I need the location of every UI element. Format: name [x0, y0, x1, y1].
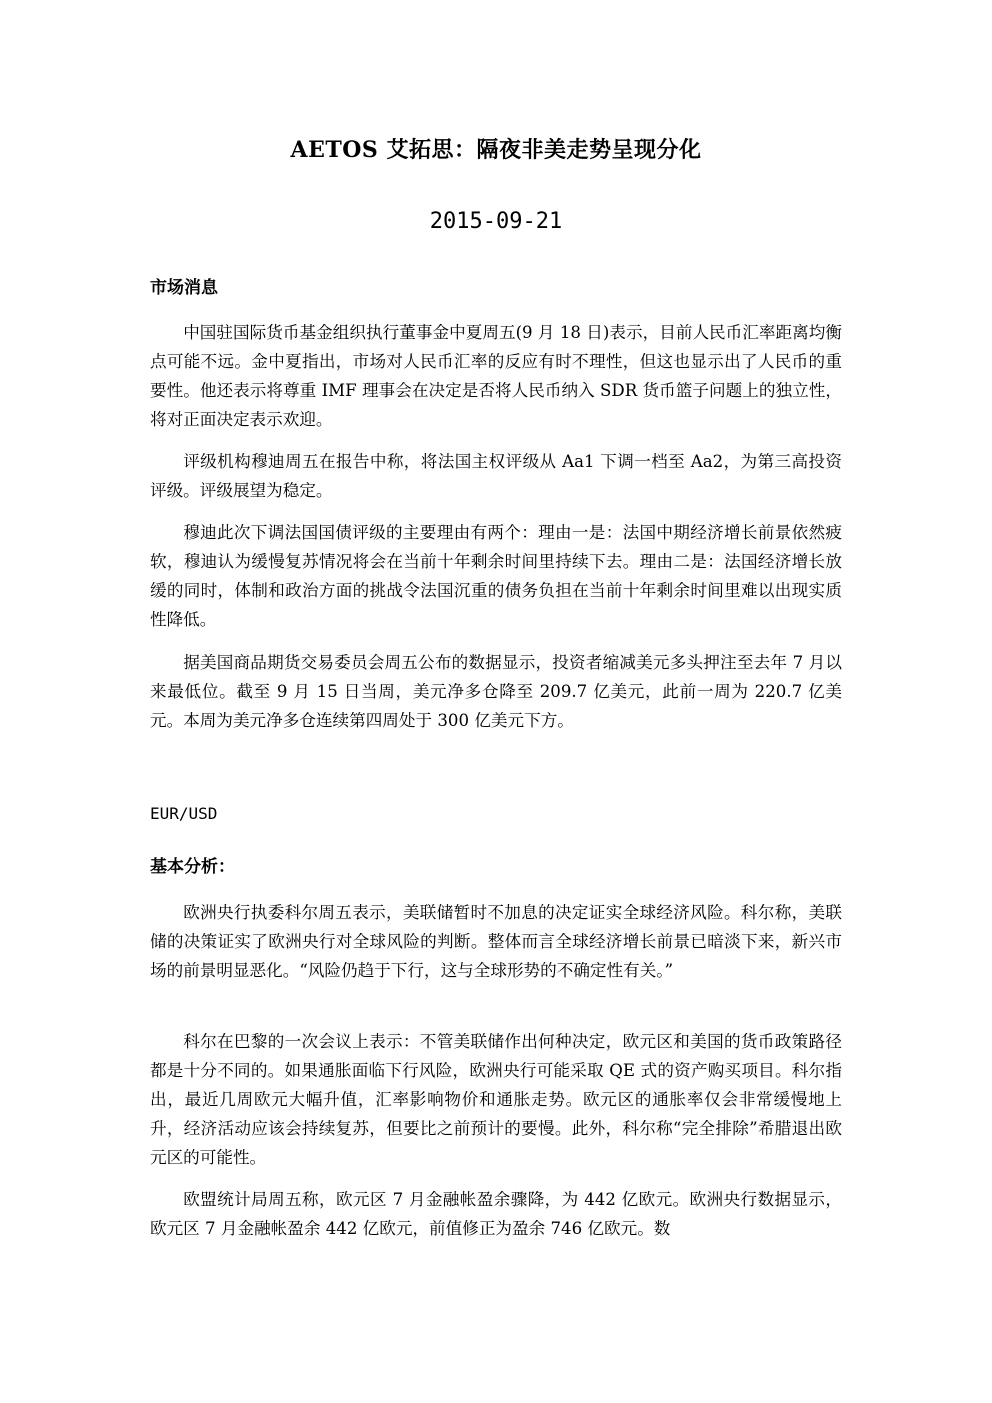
- eurusd-paragraph-2: 科尔在巴黎的一次会议上表示：不管美联储作出何种决定，欧元区和美国的货币政策路径都是十分不同的。如果通胀面临下行风险，欧洲央行可能采取 QE 式的资产购买项目。科尔指出，最近几周欧元大幅升值，汇率影响物价和通胀走势。欧元区的通胀率仅会非常缓慢地上升，经济活动应该会持续复苏，但要比之前预计的要慢。此外，科尔称“完全排除”希腊退出欧元区的可能性。: [150, 1032, 842, 1167]
- document-date: 2015-09-21: [429, 209, 563, 234]
- market-news-paragraph-4: 据美国商品期货交易委员会周五公布的数据显示，投资者缩减美元多头押注至去年 7 月以来最低位。截至 9 月 15 日当周，美元净多仓降至 209.7 亿美元，此前一周为 220.7 亿美元。本周为美元净多仓连续第四周处于 300 亿美元下方。: [150, 653, 842, 730]
- eurusd-paragraph-3: 欧盟统计局周五称，欧元区 7 月金融帐盈余骤降，为 442 亿欧元。欧洲央行数据显示，欧元区 7 月金融帐盈余 442 亿欧元，前值修正为盈余 746 亿欧元。数: [150, 1190, 842, 1238]
- eurusd-paragraph-1: 欧洲央行执委科尔周五表示，美联储暂时不加息的决定证实全球经济风险。科尔称，美联储的决策证实了欧洲央行对全球风险的判断。整体而言全球经济增长前景已暗淡下来，新兴市场的前景明显恶化。“风险仍趋于下行，这与全球形势的不确定性有关。”: [150, 903, 842, 980]
- document-title: AETOS 艾拓思：隔夜非美走势呈现分化: [290, 137, 702, 163]
- market-news-heading: 市场消息: [150, 278, 218, 298]
- market-news-paragraph-1: 中国驻国际货币基金组织执行董事金中夏周五(9 月 18 日)表示，目前人民币汇率距离均衡点可能不远。金中夏指出，市场对人民币汇率的反应有时不理性，但这也显示出了人民币的重要性。他还表示将尊重 IMF 理事会在决定是否将人民币纳入 SDR 货币篮子问题上的独立性，将对正面决定表示欢迎。: [150, 323, 842, 429]
- currency-pair-label: EUR/USD: [150, 804, 218, 823]
- market-news-paragraph-2: 评级机构穆迪周五在报告中称，将法国主权评级从 Aa1 下调一档至 Aa2，为第三高投资评级。评级展望为稳定。: [150, 452, 842, 500]
- market-news-paragraph-3: 穆迪此次下调法国国债评级的主要理由有两个：理由一是：法国中期经济增长前景依然疲软，穆迪认为缓慢复苏情况将会在当前十年剩余时间里持续下去。理由二是：法国经济增长放缓的同时，体制和政治方面的挑战令法国沉重的债务负担在当前十年剩余时间里难以出现实质性降低。: [150, 523, 842, 629]
- fundamental-analysis-heading: 基本分析：: [150, 857, 235, 877]
